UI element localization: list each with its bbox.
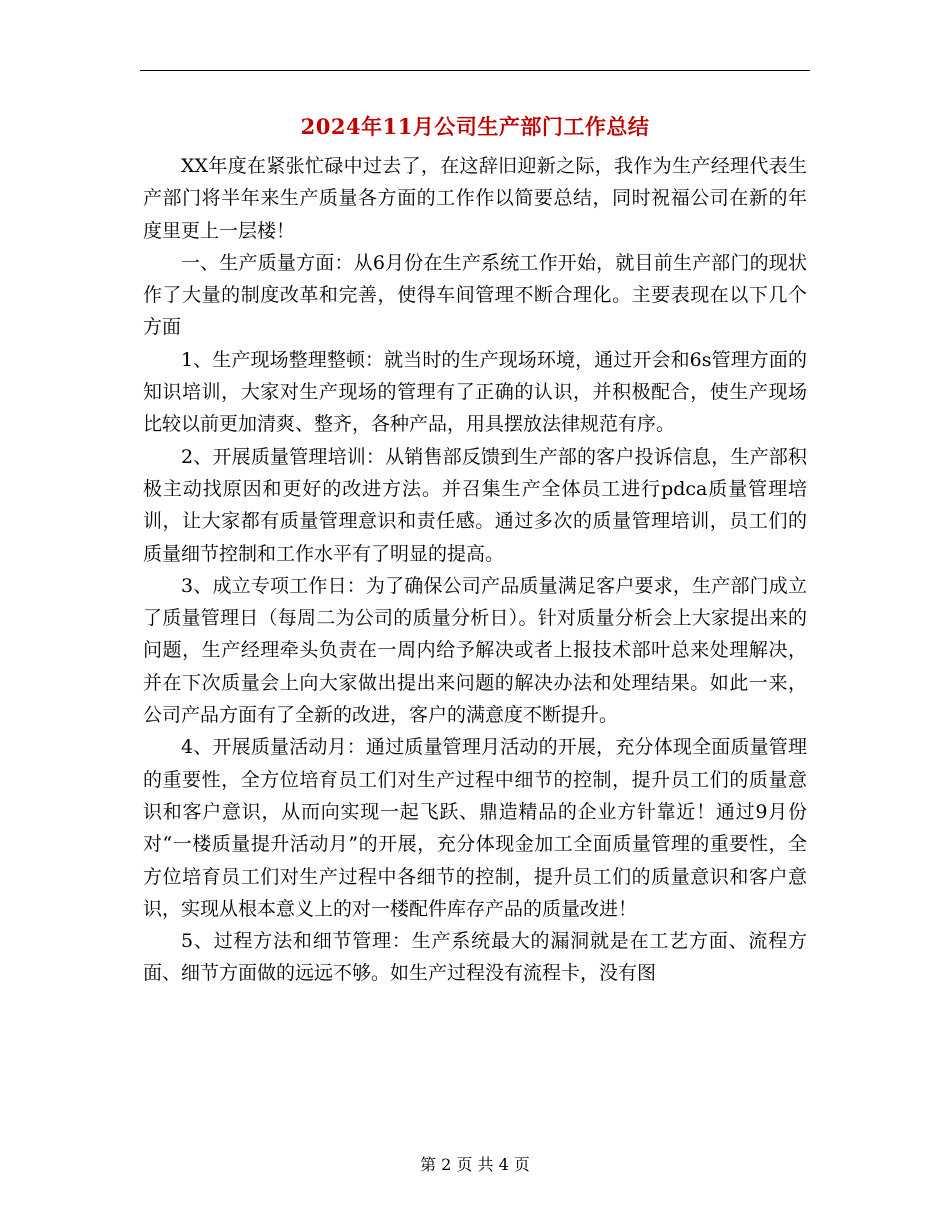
paragraph-item-4: 4、开展质量活动月：通过质量管理月活动的开展，充分体现全面质量管理的重要性，全方位培育员工们对生产过程中细节的控制，提升员工们的质量意识和客户意识，从而向实现一起飞跃、鼎造精品的企业方针靠近！通过9月份对“一楼质量提升活动月”的开展，充分体现金加工全面质量管理的重要性，全方位培育员工们对生产过程中各细节的控制，提升员工们的质量意识和客户意识，实现从根本意义上的对一楼配件库存产品的质量改进！ — [143, 736, 807, 920]
header-rule — [140, 70, 810, 71]
page-number-footer: 第 2 页 共 4 页 — [420, 1155, 530, 1174]
paragraph-intro: XX年度在紧张忙碌中过去了，在这辞旧迎新之际，我作为生产经理代表生产部门将半年来生产质量各方面的工作作以简要总结，同时祝福公司在新的年度里更上一层楼！ — [143, 155, 807, 242]
document-title: 2024年11月公司生产部门工作总结 — [300, 114, 650, 139]
paragraph-item-5: 5、过程方法和细节管理：生产系统最大的漏洞就是在工艺方面、流程方面、细节方面做的远远不够。如生产过程没有流程卡，没有图 — [143, 930, 807, 985]
paragraph-item-1: 1、生产现场整理整顿：就当时的生产现场环境，通过开会和6s管理方面的知识培训，大家对生产现场的管理有了正确的认识，并积极配合，使生产现场比较以前更加清爽、整齐，各种产品，用具摆放法律规范有序。 — [143, 348, 807, 436]
paragraph-item-2: 2、开展质量管理培训：从销售部反馈到生产部的客户投诉信息，生产部积极主动找原因和更好的改进方法。并召集生产全体员工进行pdca质量管理培训，让大家都有质量管理意识和责任感。通过多次的质量管理培训，员工们的质量细节控制和工作水平有了明显的提高。 — [143, 445, 807, 565]
document-body — [143, 150, 807, 990]
paragraph-section-quality: 一、生产质量方面：从6月份在生产系统工作开始，就目前生产部门的现状作了大量的制度改革和完善，使得车间管理不断合理化。主要表现在以下几个方面 — [143, 251, 807, 339]
paragraph-item-3: 3、成立专项工作日：为了确保公司产品质量满足客户要求，生产部门成立了质量管理日（每周二为公司的质量分析日）。针对质量分析会上大家提出来的问题，生产经理牵头负责在一周内给予解决或者上报技术部叶总来处理解决，并在下次质量会上向大家做出提出来问题的解决办法和处理结果。如此一来，公司产品方面有了全新的改进，客户的满意度不断提升。 — [143, 574, 807, 727]
